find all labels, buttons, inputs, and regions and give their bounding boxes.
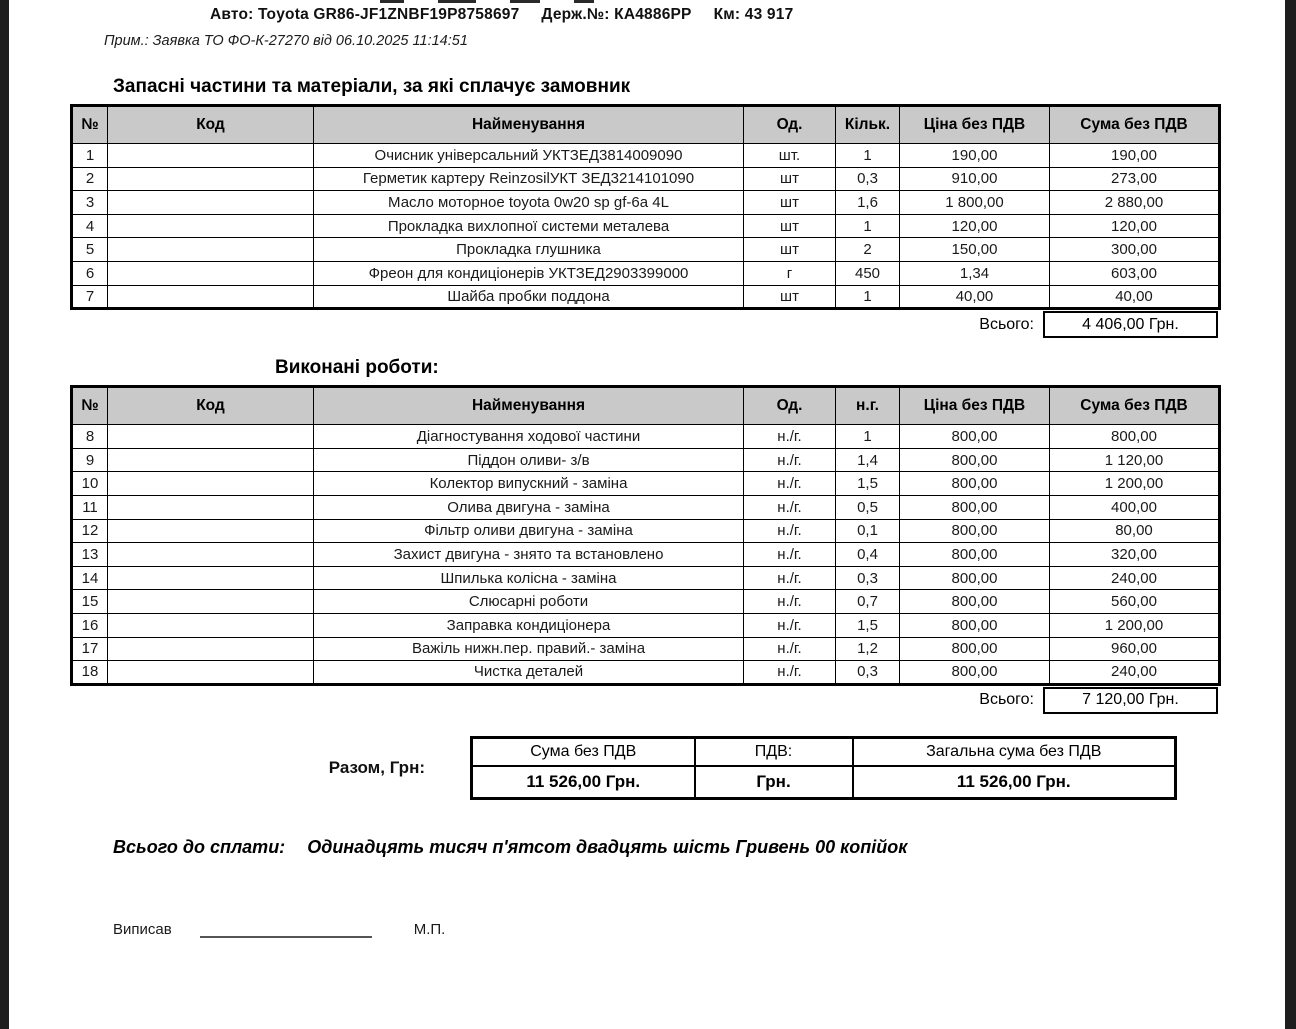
table-cell: 1 120,00 xyxy=(1050,448,1220,472)
table-cell: н./г. xyxy=(744,590,836,614)
table-cell: 800,00 xyxy=(900,495,1050,519)
table-cell: 8 xyxy=(72,425,108,449)
table-cell: 800,00 xyxy=(900,590,1050,614)
signature-line xyxy=(200,924,372,938)
table-cell xyxy=(108,519,314,543)
table-cell xyxy=(108,425,314,449)
table-cell: шт. xyxy=(744,144,836,168)
table-cell: 11 526,00 Грн. xyxy=(853,766,1176,798)
parts-total-row xyxy=(70,311,1218,338)
table-row xyxy=(72,519,1220,543)
works-total-value: 7 120,00 Грн. xyxy=(1043,687,1218,714)
table-cell: шт xyxy=(744,167,836,191)
table-cell: 2 xyxy=(72,167,108,191)
table-cell: 800,00 xyxy=(900,637,1050,661)
table-cell: 603,00 xyxy=(1050,261,1220,285)
table-cell: 240,00 xyxy=(1050,661,1220,685)
table-cell: г xyxy=(744,261,836,285)
summary-label: Разом, Грн: xyxy=(328,757,425,777)
table-cell: 5 xyxy=(72,238,108,262)
table-cell: н./г. xyxy=(744,613,836,637)
table-row xyxy=(72,566,1220,590)
table-row xyxy=(72,637,1220,661)
table-cell: 4 xyxy=(72,214,108,238)
table-cell: Загальна сума без ПДВ xyxy=(853,737,1176,766)
table-cell: ПДВ: xyxy=(695,737,853,766)
table-cell: н./г. xyxy=(744,566,836,590)
table-cell: 1,6 xyxy=(836,191,900,215)
table-cell: н./г. xyxy=(744,495,836,519)
table-cell: 0,7 xyxy=(836,590,900,614)
table-cell xyxy=(108,661,314,685)
table-cell: 0,3 xyxy=(836,566,900,590)
table-cell: н./г. xyxy=(744,543,836,567)
photo-edge-right xyxy=(1285,0,1296,1029)
table-cell: Слюсарні роботи xyxy=(314,590,744,614)
table-cell: 9 xyxy=(72,448,108,472)
table-row xyxy=(72,167,1220,191)
summary-table-values xyxy=(472,766,1176,798)
table-cell xyxy=(108,261,314,285)
column-header: н.г. xyxy=(836,387,900,425)
summary-row xyxy=(70,736,1218,800)
column-header: Од. xyxy=(744,387,836,425)
column-header: Сума без ПДВ xyxy=(1050,387,1220,425)
summary-table xyxy=(470,736,1177,800)
table-cell: 10 xyxy=(72,472,108,496)
table-cell: н./г. xyxy=(744,425,836,449)
column-header: Найменування xyxy=(314,387,744,425)
table-row xyxy=(72,144,1220,168)
table-cell xyxy=(108,637,314,661)
table-cell: 2 880,00 xyxy=(1050,191,1220,215)
table-cell: шт xyxy=(744,238,836,262)
table-cell: 400,00 xyxy=(1050,495,1220,519)
table-row xyxy=(72,191,1220,215)
table-cell xyxy=(108,144,314,168)
column-header: Код xyxy=(108,387,314,425)
table-row xyxy=(72,495,1220,519)
works-table-header xyxy=(72,387,1220,425)
table-cell: 800,00 xyxy=(1050,425,1220,449)
table-cell: 1,34 xyxy=(900,261,1050,285)
column-header: Ціна без ПДВ xyxy=(900,387,1050,425)
table-cell: 14 xyxy=(72,566,108,590)
table-cell: 800,00 xyxy=(900,425,1050,449)
table-cell: 1,5 xyxy=(836,613,900,637)
table-cell: н./г. xyxy=(744,472,836,496)
column-header: Сума без ПДВ xyxy=(1050,106,1220,144)
table-row xyxy=(72,238,1220,262)
table-cell: 450 xyxy=(836,261,900,285)
table-cell: 120,00 xyxy=(1050,214,1220,238)
table-cell xyxy=(108,495,314,519)
column-header: Кільк. xyxy=(836,106,900,144)
summary-table-header xyxy=(472,737,1176,766)
table-cell: Герметик картеру ReinzosilУКТ ЗЕД3214101090 xyxy=(314,167,744,191)
table-cell: шт xyxy=(744,285,836,309)
table-cell: Олива двигуна - заміна xyxy=(314,495,744,519)
table-cell: Грн. xyxy=(695,766,853,798)
table-cell: Колектор випускний - заміна xyxy=(314,472,744,496)
table-cell: 80,00 xyxy=(1050,519,1220,543)
table-cell: Очисник універсальний УКТЗЕД3814009090 xyxy=(314,144,744,168)
works-total-label: Всього: xyxy=(979,691,1034,709)
column-header: Код xyxy=(108,106,314,144)
table-cell xyxy=(108,448,314,472)
vehicle-header-line xyxy=(210,6,1218,24)
table-cell xyxy=(108,543,314,567)
table-cell: шт xyxy=(744,191,836,215)
vehicle-info: Авто: Toyota GR86-JF1ZNBF19P8758697 xyxy=(210,6,520,23)
table-cell: 1,5 xyxy=(836,472,900,496)
table-cell xyxy=(108,191,314,215)
parts-total-label: Всього: xyxy=(979,315,1034,333)
photo-edge-left xyxy=(0,0,9,1029)
table-cell: Шайба пробки поддона xyxy=(314,285,744,309)
table-cell: 12 xyxy=(72,519,108,543)
plate-info: Держ.№: КА4886РР xyxy=(541,6,692,23)
table-cell: 7 xyxy=(72,285,108,309)
table-cell: Важіль нижн.пер. правий.- заміна xyxy=(314,637,744,661)
table-cell: 240,00 xyxy=(1050,566,1220,590)
table-cell: 800,00 xyxy=(900,472,1050,496)
table-row xyxy=(72,285,1220,309)
parts-table-header xyxy=(72,106,1220,144)
column-header: № xyxy=(72,387,108,425)
table-cell: 273,00 xyxy=(1050,167,1220,191)
table-row xyxy=(72,543,1220,567)
table-cell: Фільтр оливи двигуна - заміна xyxy=(314,519,744,543)
mileage-info: Км: 43 917 xyxy=(713,6,794,23)
table-cell: 3 xyxy=(72,191,108,215)
table-cell: 1 xyxy=(836,425,900,449)
table-cell xyxy=(108,472,314,496)
table-row xyxy=(72,472,1220,496)
table-cell: 1 200,00 xyxy=(1050,613,1220,637)
table-cell: 40,00 xyxy=(1050,285,1220,309)
issued-line xyxy=(113,921,1218,938)
table-cell: 11 xyxy=(72,495,108,519)
table-cell: 1 xyxy=(836,144,900,168)
table-cell xyxy=(108,566,314,590)
table-cell: 800,00 xyxy=(900,613,1050,637)
stamp-label: М.П. xyxy=(413,920,446,938)
table-cell xyxy=(108,238,314,262)
table-cell: 1 800,00 xyxy=(900,191,1050,215)
table-cell: Чистка деталей xyxy=(314,661,744,685)
table-cell: Захист двигуна - знято та встановлено xyxy=(314,543,744,567)
table-cell: н./г. xyxy=(744,637,836,661)
column-header: Найменування xyxy=(314,106,744,144)
table-cell: Піддон оливи- з/в xyxy=(314,448,744,472)
table-cell: 0,4 xyxy=(836,543,900,567)
table-row xyxy=(72,261,1220,285)
table-cell: 800,00 xyxy=(900,519,1050,543)
table-cell: 2 xyxy=(836,238,900,262)
table-row xyxy=(72,448,1220,472)
table-cell: 1,2 xyxy=(836,637,900,661)
table-row xyxy=(72,613,1220,637)
table-cell: 910,00 xyxy=(900,167,1050,191)
table-cell: н./г. xyxy=(744,519,836,543)
table-cell: 800,00 xyxy=(900,543,1050,567)
table-cell xyxy=(108,167,314,191)
table-cell: Сума без ПДВ xyxy=(472,737,695,766)
table-cell: 120,00 xyxy=(900,214,1050,238)
table-cell: Діагностування ходової частини xyxy=(314,425,744,449)
table-cell: 300,00 xyxy=(1050,238,1220,262)
table-cell: 1 xyxy=(836,285,900,309)
table-cell xyxy=(108,214,314,238)
table-cell: 190,00 xyxy=(900,144,1050,168)
table-cell: 6 xyxy=(72,261,108,285)
table-cell: 1 xyxy=(72,144,108,168)
table-cell: 190,00 xyxy=(1050,144,1220,168)
table-cell: 40,00 xyxy=(900,285,1050,309)
note-line: Прим.: Заявка ТО ФО-К-27270 від 06.10.2025 11:14:51 xyxy=(104,33,468,49)
works-total-row xyxy=(70,687,1218,714)
parts-total-value: 4 406,00 Грн. xyxy=(1043,311,1218,338)
table-row xyxy=(72,590,1220,614)
table-cell: н./г. xyxy=(744,661,836,685)
table-cell: 0,3 xyxy=(836,167,900,191)
works-section-title: Виконані роботи: xyxy=(275,357,439,379)
table-cell: 18 xyxy=(72,661,108,685)
table-cell xyxy=(108,613,314,637)
table-row xyxy=(72,425,1220,449)
table-cell: 800,00 xyxy=(900,566,1050,590)
table-cell: 11 526,00 Грн. xyxy=(472,766,695,798)
table-cell: Прокладка глушника xyxy=(314,238,744,262)
table-cell: 800,00 xyxy=(900,661,1050,685)
total-due-line xyxy=(113,837,1218,858)
column-header: Од. xyxy=(744,106,836,144)
column-header: № xyxy=(72,106,108,144)
clipped-previous-line xyxy=(380,0,594,3)
table-cell xyxy=(108,285,314,309)
table-cell: Масло моторное toyota 0w20 sp gf-6a 4L xyxy=(314,191,744,215)
table-cell xyxy=(108,590,314,614)
table-row xyxy=(72,214,1220,238)
table-cell: 16 xyxy=(72,613,108,637)
works-table xyxy=(70,385,1221,686)
issued-label: Виписав xyxy=(113,920,172,938)
table-cell: 1,4 xyxy=(836,448,900,472)
table-cell: 1 200,00 xyxy=(1050,472,1220,496)
table-cell: 560,00 xyxy=(1050,590,1220,614)
table-cell: 0,5 xyxy=(836,495,900,519)
table-cell: 800,00 xyxy=(900,448,1050,472)
table-cell: 320,00 xyxy=(1050,543,1220,567)
table-cell: 150,00 xyxy=(900,238,1050,262)
table-cell: Фреон для кондиціонерів УКТЗЕД2903399000 xyxy=(314,261,744,285)
total-due-label: Всього до сплати: xyxy=(113,836,286,857)
table-cell: 960,00 xyxy=(1050,637,1220,661)
parts-table xyxy=(70,104,1221,310)
column-header: Ціна без ПДВ xyxy=(900,106,1050,144)
table-cell: шт xyxy=(744,214,836,238)
table-cell: н./г. xyxy=(744,448,836,472)
parts-section-title: Запасні частини та матеріали, за які сплачує замовник xyxy=(113,76,631,97)
table-cell: 0,1 xyxy=(836,519,900,543)
table-cell: 15 xyxy=(72,590,108,614)
table-cell: 0,3 xyxy=(836,661,900,685)
table-cell: Прокладка вихлопної системи металева xyxy=(314,214,744,238)
table-cell: 13 xyxy=(72,543,108,567)
table-cell: Шпилька колісна - заміна xyxy=(314,566,744,590)
table-cell: 17 xyxy=(72,637,108,661)
table-cell: 1 xyxy=(836,214,900,238)
table-cell: Заправка кондиціонера xyxy=(314,613,744,637)
total-due-amount-words: Одинадцять тисяч п'ятсот двадцять шість Гривень 00 копійок xyxy=(307,836,908,857)
table-row xyxy=(72,661,1220,685)
